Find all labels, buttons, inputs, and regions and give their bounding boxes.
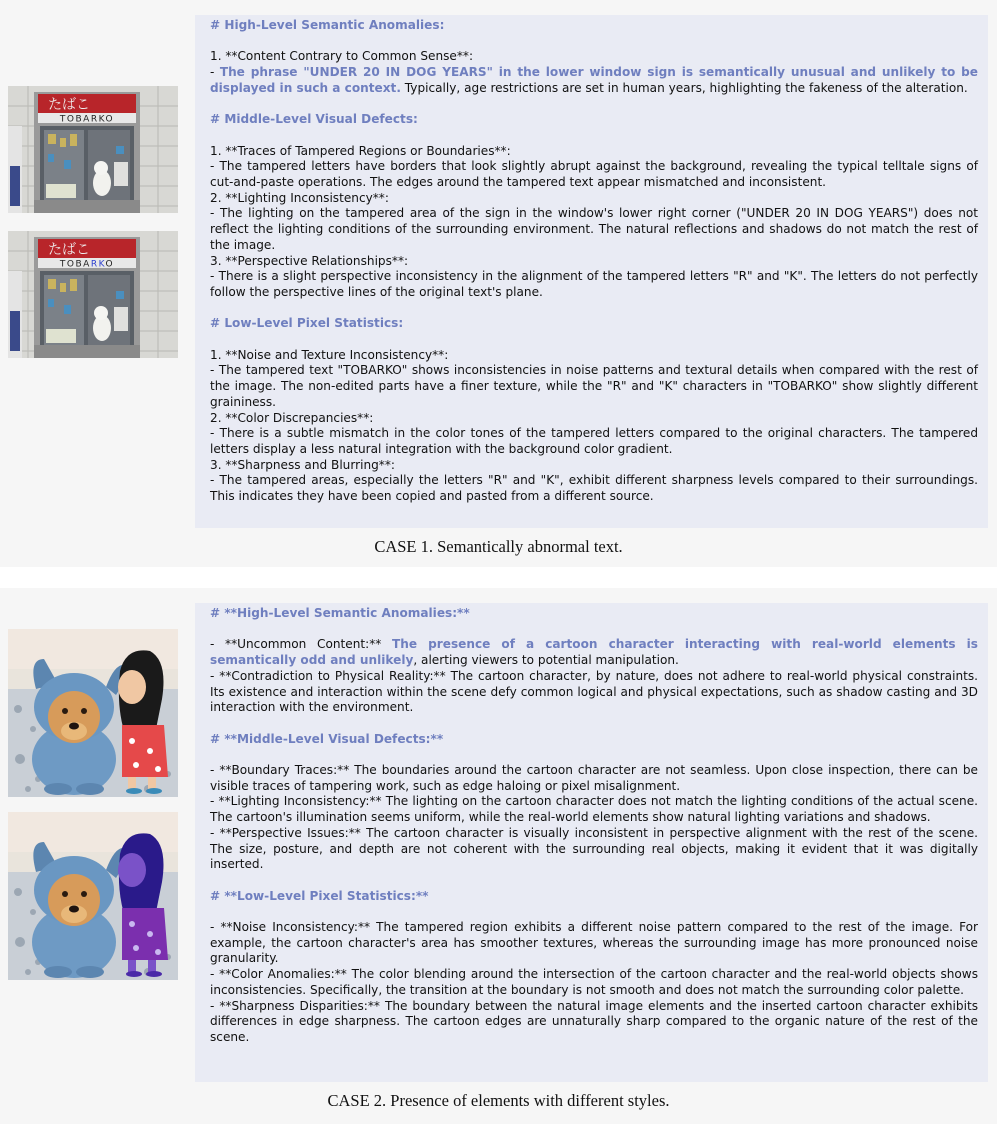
section-heading: # **High-Level Semantic Anomalies:** xyxy=(210,606,470,620)
section-heading: # **Middle-Level Visual Defects:** xyxy=(210,731,444,746)
case-1-analysis-panel xyxy=(195,15,988,528)
analysis-line: 3. **Perspective Relationships**: xyxy=(210,253,409,268)
section-heading: # **Low-Level Pixel Statistics:** xyxy=(210,888,429,903)
tampered-dog-cartoon-image xyxy=(8,812,178,980)
analysis-line: - **Contradiction to Physical Reality:** The cartoon character, by nature, does not adhere to real-world physical constraints. Its existence and interaction within the scene defy common logical and physical expectations, such as shadow casting and 3D interaction with the environment. xyxy=(210,668,978,715)
sign-banner-text: TOBARKO xyxy=(59,114,115,125)
analysis-line: - **Perspective Issues:** The cartoon character is visually inconsistent in perspective alignment with the rest of the scene. The size, posture, and depth are not coherent with the surrounding real objects, making it evident that it was digitally inserted. xyxy=(210,825,978,872)
section-heading: # Middle-Level Visual Defects: xyxy=(210,112,418,127)
original-shop-image xyxy=(8,86,178,213)
analysis-line-highlighted: - **Uncommon Content:** The presence of a cartoon character interacting with real-world elements is semantically odd and unlikely, alerting viewers to potential manipulation. xyxy=(210,637,979,668)
analysis-line: - The lighting on the tampered area of the sign in the window's lower right corner ("UNDER 20 IN DOG YEARS") does not reflect the lighting conditions of the surrounding environment. The natural reflections and shadows do not match the rest of the image. xyxy=(210,206,978,252)
sign-kana-text: たばこ xyxy=(48,97,90,113)
case-2-analysis-panel xyxy=(195,603,988,1082)
analysis-line: - **Lighting Inconsistency:** The lighting on the cartoon character does not match the lighting conditions of the actual scene. The cartoon's illumination seems uniform, while the real-world elements show natural lighting variations and shadows. xyxy=(210,794,978,825)
highlighted-finding: The presence of a cartoon character interacting with real-world elements is semantically odd and unlikely xyxy=(210,637,979,668)
analysis-line: 1. **Noise and Texture Inconsistency**: xyxy=(210,347,449,362)
case-2-figure xyxy=(0,588,997,1124)
original-dog-cartoon-image xyxy=(8,629,178,797)
analysis-line: - The tampered letters have borders that look slightly abrupt against the background, revealing the typical telltale signs of cut-and-paste operations. The edges around the tampered text appear mismatched and inconsistent. xyxy=(210,159,978,189)
sign-kana-text-tampered: たばこ xyxy=(48,242,90,258)
analysis-line: - There is a subtle mismatch in the color tones of the tampered letters compared to the original characters. The tampered letters display a less natural integration with the background color gradient. xyxy=(210,426,978,456)
sign-banner-tampered: TOBARKO xyxy=(59,259,115,270)
analysis-line: - The tampered areas, especially the letters "R" and "K", exhibit different sharpness levels compared to their surroundings. This indicates they have been copied and pasted from a different source. xyxy=(210,473,978,504)
section-heading: # Low-Level Pixel Statistics: xyxy=(210,316,404,331)
analysis-line: - **Noise Inconsistency:** The tampered region exhibits a different noise pattern compared to the rest of the image. For example, the cartoon character's area has smoother textures, whereas the surrounding image has more pronounced noise granularity. xyxy=(210,919,978,966)
analysis-line: 1. **Traces of Tampered Regions or Boundaries**: xyxy=(210,143,511,158)
analysis-line: 2. **Lighting Inconsistency**: xyxy=(210,190,389,205)
analysis-line: - **Boundary Traces:** The boundaries around the cartoon character are not seamless. Upon close inspection, there can be visible traces of tampering work, such as edge haloing or pixel misalignment. xyxy=(210,762,978,793)
analysis-line: 2. **Color Discrepancies**: xyxy=(210,410,374,425)
analysis-line: - The tampered text "TOBARKO" shows inconsistencies in noise patterns and textural details when compared with the rest of the image. The non-edited parts have a finer texture, while the "R" and "K" characters in "TOBARKO" show slightly different graininess. xyxy=(210,363,978,409)
analysis-line: 3. **Sharpness and Blurring**: xyxy=(210,457,395,472)
case-2-caption: CASE 2. Presence of elements with different styles. xyxy=(327,1091,670,1110)
highlighted-finding: The phrase "UNDER 20 IN DOG YEARS" in the lower window sign is semantically unusual and unlikely to be displayed in such a context. xyxy=(210,65,978,95)
analysis-line: 1. **Content Contrary to Common Sense**: xyxy=(210,49,474,64)
analysis-line: - **Sharpness Disparities:** The boundary between the natural image elements and the inserted cartoon character exhibits differences in edge sharpness. The cartoon edges are unnaturally sharp compared to the organic nature of the rest of the scene. xyxy=(210,998,978,1044)
analysis-line: - There is a slight perspective inconsistency in the alignment of the tampered letters "R" and "K". The letters do not perfectly follow the perspective lines of the original text's plane. xyxy=(210,269,978,299)
case-1-caption: CASE 1. Semantically abnormal text. xyxy=(374,537,623,556)
tampered-shop-image xyxy=(8,231,178,358)
section-heading: # High-Level Semantic Anomalies: xyxy=(210,18,445,32)
analysis-line: - **Color Anomalies:** The color blending around the intersection of the cartoon character and the real-world objects shows inconsistencies. Specifically, the transition at the boundary is not smooth and does not match the surrounding color palette. xyxy=(210,967,978,997)
analysis-line-highlighted: - The phrase "UNDER 20 IN DOG YEARS" in the lower window sign is semantically unusual and unlikely to be displayed in such a context. Typically, age restrictions are set in human years, highlighting the fakeness of the alteration. xyxy=(210,65,978,95)
